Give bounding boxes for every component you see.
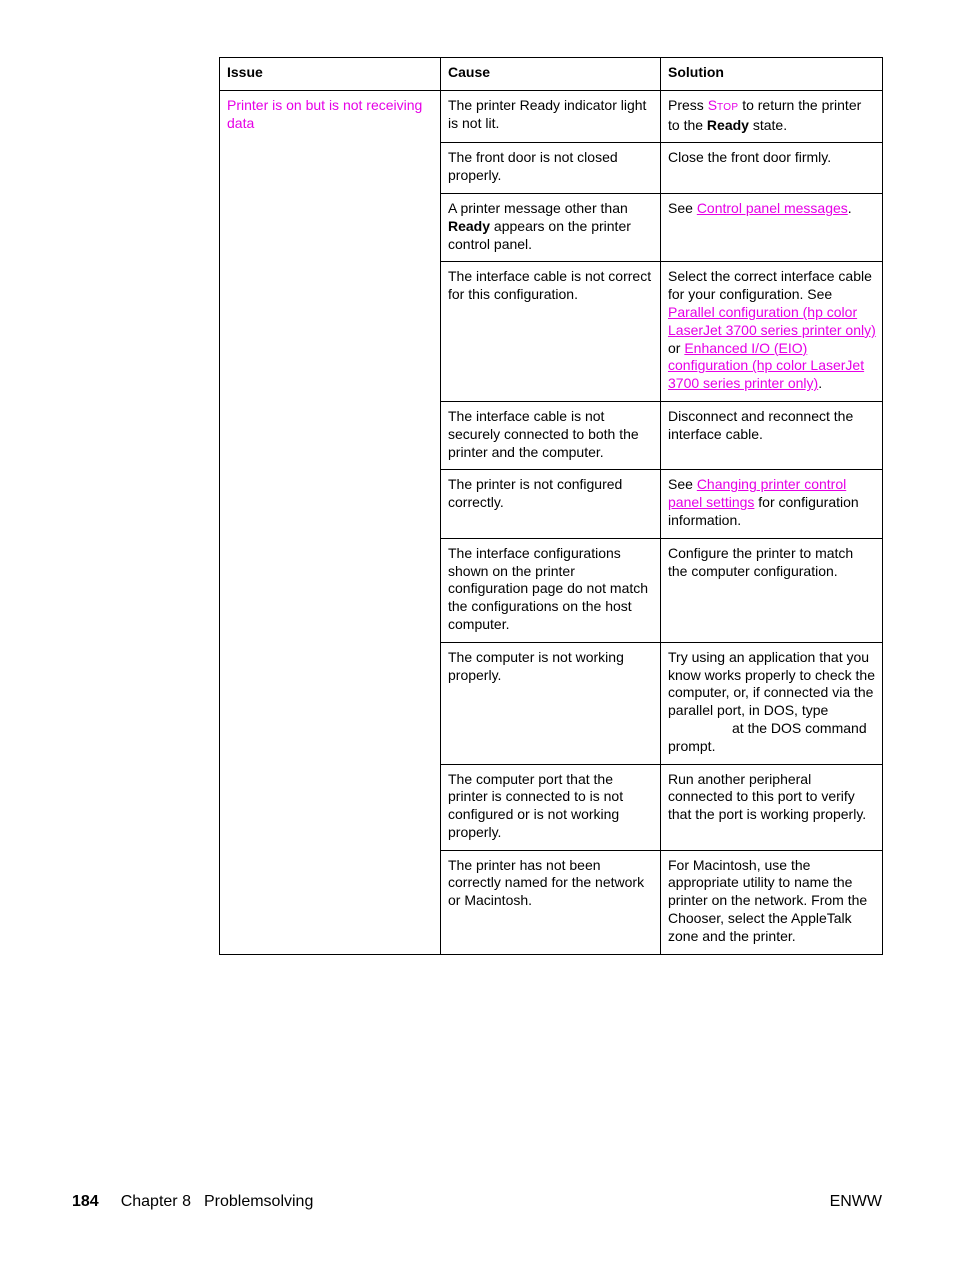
cause-cell	[441, 90, 661, 143]
solution-cell	[661, 850, 883, 954]
solution-text: Disconnect and reconnect the interface cable.	[668, 407, 854, 442]
solution-text: See	[668, 199, 697, 216]
cause-cell	[441, 262, 661, 402]
stop-key-rest: TOP	[717, 101, 739, 113]
cause-cell	[441, 538, 661, 642]
solution-text: .	[847, 199, 852, 216]
stop-key-initial: S	[707, 96, 718, 113]
solution-text: Select the correct interface cable for your configuration. See	[668, 268, 872, 303]
solution-text: state.	[748, 116, 788, 133]
solution-text: or	[668, 339, 685, 356]
cause-cell	[441, 193, 661, 261]
solution-cell	[661, 538, 883, 642]
section-label: Problemsolving	[203, 1193, 314, 1210]
solution-text: at the DOS command prompt.	[668, 719, 867, 754]
solution-cell	[661, 262, 883, 402]
issue-text[interactable]: Printer is on but is not receiving data	[227, 96, 423, 131]
changing-printer-settings-link[interactable]: Changing printer control panel settings	[668, 476, 847, 511]
solution-cell	[661, 143, 883, 194]
parallel-configuration-link[interactable]: Parallel configuration (hp color LaserJet 3700 series printer only)	[668, 303, 876, 338]
solution-text: Run another peripheral connected to this port to verify that the port is working properly.	[668, 770, 867, 823]
table-row	[220, 90, 883, 143]
solution-text: for configuration information.	[668, 494, 859, 528]
issue-cell	[220, 90, 441, 954]
control-panel-messages-link[interactable]: Control panel messages	[696, 199, 848, 216]
solution-cell	[661, 764, 883, 850]
solution-text: .	[818, 375, 823, 392]
cause-text: The front door is not closed properly.	[448, 149, 618, 184]
solution-text: For Macintosh, use the appropriate utility to name the printer on the network. From the Chooser, select the AppleTalk zone and the printer.	[668, 856, 868, 944]
solution-cell	[661, 642, 883, 764]
cause-cell	[441, 470, 661, 538]
cause-cell	[441, 401, 661, 469]
cause-text: The printer has not been correctly named for the network or Macintosh.	[448, 856, 645, 909]
solution-text: See	[668, 476, 697, 493]
cause-text: appears on the printer control panel.	[448, 217, 631, 252]
page-footer-left	[72, 1192, 313, 1212]
cause-cell	[441, 143, 661, 194]
cause-text: The printer is not configured correctly.	[448, 476, 623, 511]
cause-cell	[441, 642, 661, 764]
cause-text: The computer is not working properly.	[448, 648, 624, 683]
eio-configuration-link[interactable]: Enhanced I/O (EIO) configuration (hp color LaserJet 3700 series printer only)	[668, 339, 865, 392]
table-header-row	[220, 58, 883, 91]
stop-key-label	[708, 97, 739, 113]
solution-text: Press	[668, 96, 708, 113]
header-issue: Issue	[220, 58, 441, 91]
cause-cell	[441, 850, 661, 954]
ready-state-label: Ready	[706, 116, 749, 133]
cause-text: The interface cable is not securely connected to both the printer and the computer.	[448, 407, 639, 460]
cause-text: A printer message other than	[448, 199, 628, 216]
page-number: 184	[72, 1193, 99, 1210]
solution-cell	[661, 90, 883, 143]
cause-text: The computer port that the printer is connected to is not configured or is not working properly.	[448, 770, 624, 840]
page-footer-right: ENWW	[829, 1193, 882, 1210]
cause-text: The interface cable is not correct for this configuration.	[448, 268, 652, 303]
solution-text: Configure the printer to match the computer configuration.	[668, 544, 854, 579]
ready-message-label: Ready	[448, 217, 491, 234]
solution-cell	[661, 470, 883, 538]
cause-text: The interface configurations shown on the printer configuration page do not match the configurations on the host computer.	[448, 544, 649, 632]
header-cause: Cause	[441, 58, 661, 91]
cause-text: The printer Ready indicator light is not lit.	[448, 96, 647, 131]
cause-cell	[441, 764, 661, 850]
solution-cell	[661, 193, 883, 261]
solution-cell	[661, 401, 883, 469]
solution-text: to return the printer to the	[668, 96, 862, 133]
solution-text: Try using an application that you know works properly to check the computer, or, if connected via the parallel port, in DOS, type	[668, 648, 875, 719]
troubleshooting-table	[219, 57, 883, 955]
header-solution: Solution	[661, 58, 883, 91]
solution-text: Close the front door firmly.	[668, 149, 832, 166]
chapter-label: Chapter 8	[120, 1193, 191, 1210]
